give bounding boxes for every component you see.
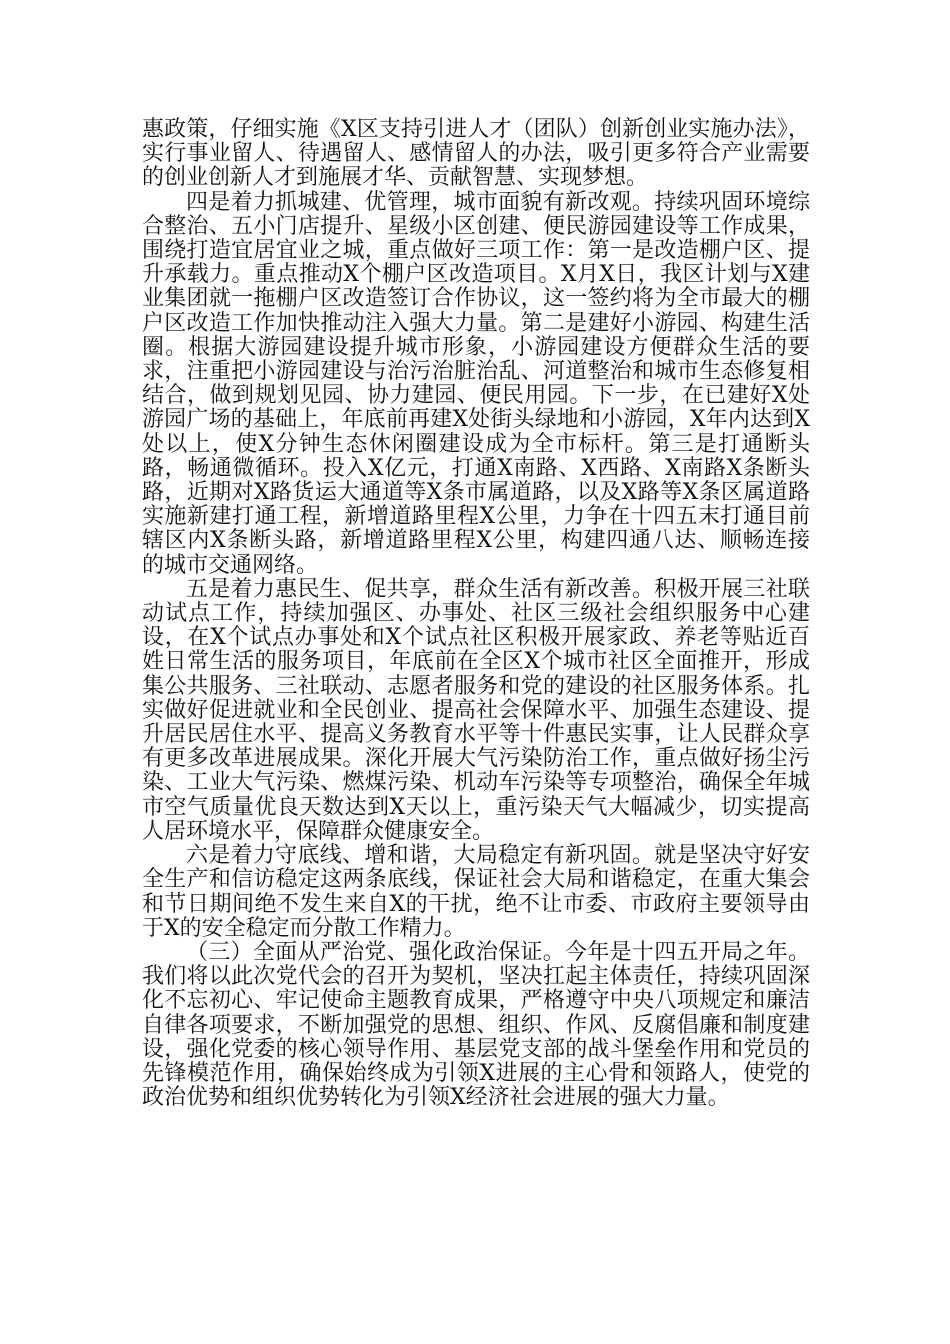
paragraph-3: 五是着力惠民生、促共享，群众生活有新改善。积极开展三社联动试点工作，持续加强区、办事处、社区三级社会组织服务中心建设，在X个试点办事处和X个试点社区积极开展家政、养老等贴近百姓日常生活的服务项目，年底前在全区X个城市社区全面推开，形成集公共服务、三社联动、志愿者服务和党的建设的社区服务体系。扎实做好促进就业和全民创业、提高社会保障水平、加强生态建设、提升居民居住水平、提高义务教育水平等十件惠民实事，让人民群众享有更多改革进展成果。深化开展大气污染防治工作，重点做好扬尘污染、工业大气污染、燃煤污染、机动车污染等专项整治，确保全年城市空气质量优良天数达到X天以上，重污染天气大幅减少，切实提高人居环境水平，保障群众健康安全。 [142,576,810,844]
paragraph-2: 四是着力抓城建、优管理，城市面貌有新改观。持续巩固环境综合整治、五小门店提升、星级小区创建、便民游园建设等工作成果，围绕打造宜居宜业之城，重点做好三项工作：第一是改造棚户区、提升承载力。重点推动X个棚户区改造项目。X月X日，我区计划与X建业集团就一拖棚户区改造签订合作协议，这一签约将为全市最大的棚户区改造工作加快推动注入强大力量。第二是建好小游园、构建生活圈。根据大游园建设提升城市形象，小游园建设方便群众生活的要求，注重把小游园建设与治污治脏治乱、河道整治和城市生态修复相结合，做到规划见园、协力建园、便民用园。下一步，在已建好X处游园广场的基础上，年底前再建X处街头绿地和小游园，X年内达到X处以上，使X分钟生态休闲圈建设成为全市标杆。第三是打通断头路，畅通微循环。投入X亿元，打通X南路、X西路、X南路X条断头路，近期对X路货运大通道等X条市属道路，以及X路等X条区属道路实施新建打通工程，新增道路里程X公里，力争在十四五末打通目前辖区内X条断头路，新增道路里程X公里，构建四通八达、顺畅连接的城市交通网络。 [142,189,810,578]
document-body [142,118,810,1110]
paragraph-5: （三）全面从严治党、强化政治保证。今年是十四五开局之年。我们将以此次党代会的召开为契机，坚决扛起主体责任，持续巩固深化不忘初心、牢记使命主题教育成果，严格遵守中央八项规定和廉洁自律各项要求，不断加强党的思想、组织、作风、反腐倡廉和制度建设，强化党委的核心领导作用、基层党支部的战斗堡垒作用和党员的先锋模范作用，确保始终成为引领X进展的主心骨和领路人，使党的政治优势和组织优势转化为引领X经济社会进展的强大力量。 [142,939,810,1111]
paragraph-4: 六是着力守底线、增和谐，大局稳定有新巩固。就是坚决守好安全生产和信访稳定这两条底线，保证社会大局和谐稳定，在重大集会和节日期间绝不发生来自X的干扰，绝不让市委、市政府主要领导由于X的安全稳定而分散工作精力。 [142,843,810,941]
paragraph-1: 惠政策，仔细实施《X区支持引进人才（团队）创新创业实施办法》，实行事业留人、待遇留人、感情留人的办法，吸引更多符合产业需要的创业创新人才到施展才华、贡献智慧、实现梦想。 [142,117,810,191]
